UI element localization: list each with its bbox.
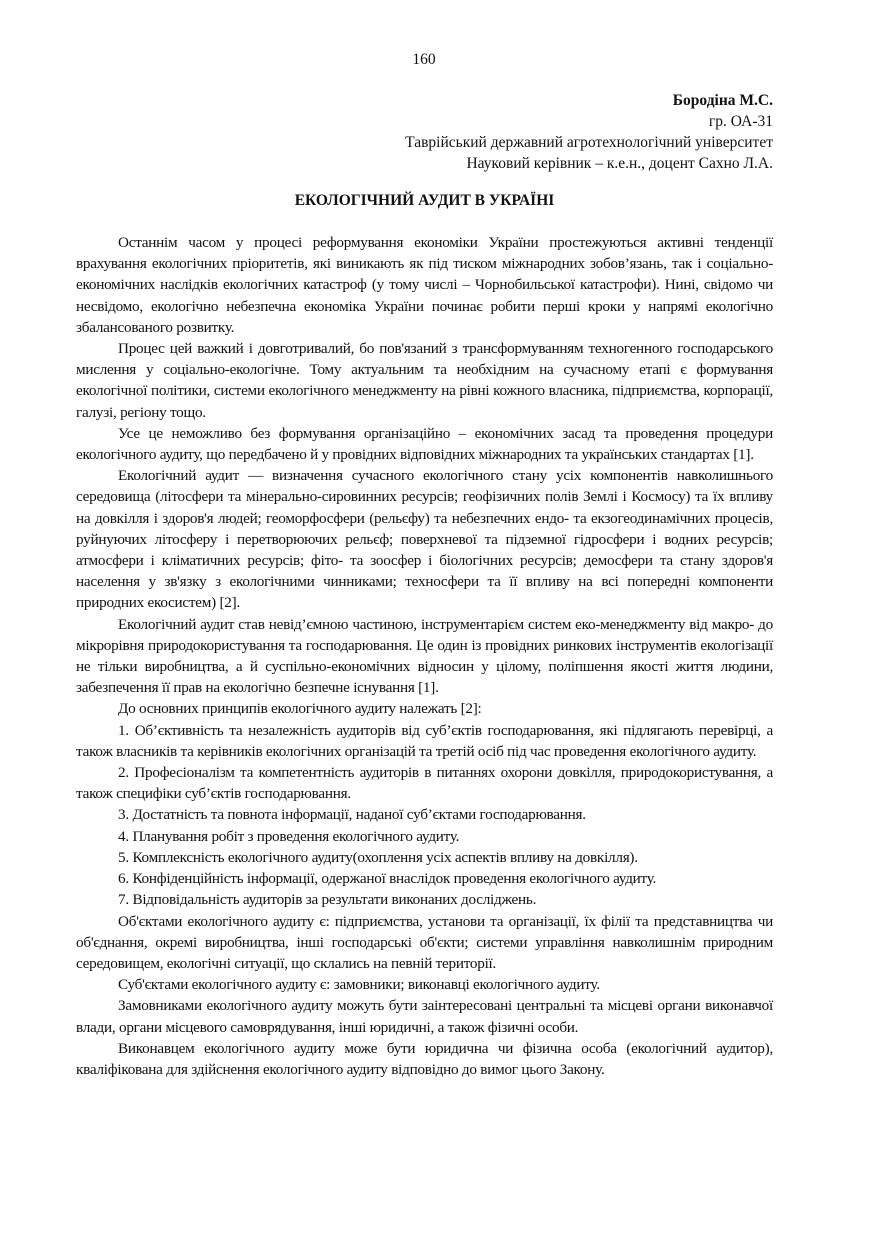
- principle-item: 7. Відповідальність аудиторів за результати виконаних досліджень.: [118, 891, 537, 909]
- author-group: гр. ОА-31: [708, 113, 773, 130]
- principle-item: 3. Достатність та повнота інформації, наданої суб’єктами господарювання.: [118, 806, 586, 824]
- paragraph: Процес цей важкий і довготривалий, бо пов'язаний з трансформуванням техногенного господарського мислення у соціально-екологічне. Тому актуальним та необхідним на сучасному етапі є формування екологічної політики, системи екологічного менеджменту на рівні кожного власника, підприємства, корпорації, галузі, регіону тощо.: [76, 340, 773, 421]
- paragraph: Суб'єктами екологічного аудиту є: замовники; виконавці екологічного аудиту.: [118, 976, 600, 994]
- principle-item: 2. Професіоналізм та компетентність аудиторів в питаннях охорони довкілля, природокористування, а також специфіки суб’єктів господарювання.: [76, 764, 773, 803]
- principle-item: 1. Об’єктивність та незалежність аудиторів від суб’єктів господарювання, які підлягають перевірці, а також власників та керівників екологічних організацій та третій осіб під час проведення екологічного аудиту.: [76, 721, 773, 760]
- paragraph: До основних принципів екологічного аудиту належать [2]:: [118, 700, 482, 718]
- author-supervisor: Науковий керівник – к.е.н., доцент Сахно Л.А.: [466, 155, 773, 172]
- principle-item: 5. Комплексність екологічного аудиту(охоплення усіх аспектів впливу на довкілля).: [118, 848, 638, 866]
- paragraph: Останнім часом у процесі реформування економіки України простежуються активні тенденції врахування екологічних пріоритетів, які виникають як під тиском міжнародних зобов’язань, так і соціально-економічних наслідків екологічних катастроф (у тому числі – Чорнобильської катастрофи). Нині, свідомо чи несвідомо, екологічно небезпечна економіка України починає робити перші кроки у напрямі екологічно збалансованого розвитку.: [76, 234, 773, 336]
- principle-item: 6. Конфіденційність інформації, одержаної внаслідок проведення екологічного аудиту.: [118, 870, 657, 888]
- paragraph: Екологічний аудит став невід’ємною частиною, інструментарієм систем еко-менеджменту від макро- до мікрорівня природокористування та господарювання. Це один із провідних ринкових інструментів екологізації не тільки виробництва, а й суспільно-економічних відносин у цілому, поліпшення якості життя людини, забезпечення її прав на екологічно безпечне існування [1].: [76, 615, 773, 697]
- author-name: Бородіна М.С.: [672, 92, 773, 109]
- paragraph: Замовниками екологічного аудиту можуть бути заінтересовані центральні та місцеві органи виконавчої влади, органи місцевого самоврядування, інші юридичні, а також фізичні особи.: [76, 997, 773, 1036]
- article-title: ЕКОЛОГІЧНИЙ АУДИТ В УКРАЇНІ: [294, 192, 555, 209]
- page-number: 160: [412, 51, 436, 68]
- principle-item: 4. Планування робіт з проведення екологічного аудиту.: [118, 827, 460, 845]
- article-body: [76, 232, 773, 1080]
- author-block: [405, 90, 773, 174]
- paragraph: Усе це неможливо без формування організаційно – економічних засад та проведення процедури екологічного аудиту, що передбачено й у провідних відповідних міжнародних та українських стандартах [1].: [76, 424, 773, 464]
- paragraph: Екологічний аудит — визначення сучасного екологічного стану усіх компонентів навколишнього середовища (літосфери та мінерально-сировинних ресурсів; геофізичних полів Землі і Космосу) та їх впливу на довкілля і здоров'я людей; геоморфосфери (рельєфу) та небезпечних ендо- та екзогеодинамічних процесів, руйнуючих літосферу і перетворюючих рельєф; поверхневої та підземної гідросфери і водних ресурсів; атмосфери і кліматичних ресурсів; фіто- та зоосфер і біологічних ресурсів; демосфери та стану здоров'я населення у зв'язку з екологічними чинниками; техносфери та її впливу на всі попередні компоненти природних екосистем) [2].: [76, 467, 773, 612]
- paragraph: Об'єктами екологічного аудиту є: підприємства, установи та організації, їх філії та представництва чи об'єднання, окремі виробництва, інші господарські об'єкти; системи управління навколишнім природним середовищем, екологічні ситуації, що склались на певній території.: [76, 912, 773, 972]
- paragraph: Виконавцем екологічного аудиту може бути юридична чи фізична особа (екологічний аудитор), кваліфікована для здійснення екологічного аудиту відповідно до вимог цього Закону.: [76, 1039, 773, 1078]
- author-university: Таврійський державний агротехнологічний університет: [405, 134, 773, 151]
